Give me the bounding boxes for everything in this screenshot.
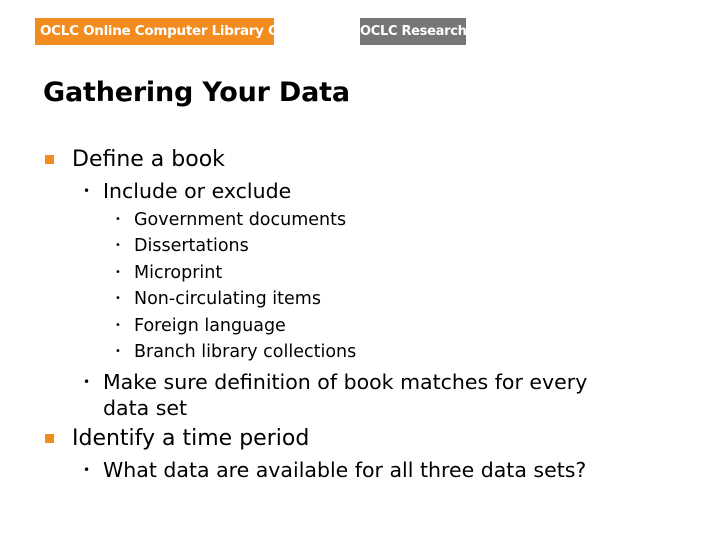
dot-bullet-icon: •	[115, 346, 121, 357]
bullet-branch-library: Branch library collections	[134, 342, 357, 362]
square-bullet-icon	[45, 155, 54, 164]
bullet-make-sure-line1: Make sure definition of book matches for every	[103, 370, 588, 394]
bullet-make-sure-line2: data set	[103, 396, 188, 420]
dot-bullet-icon: •	[115, 214, 121, 225]
dot-bullet-icon: •	[115, 320, 121, 331]
dot-bullet-icon: •	[83, 184, 91, 198]
bullet-define-book: Define a book	[72, 147, 225, 172]
bullet-foreign-language: Foreign language	[134, 316, 286, 336]
square-bullet-icon	[45, 434, 54, 443]
dot-bullet-icon: •	[115, 293, 121, 304]
bullet-dissertations: Dissertations	[134, 236, 249, 256]
bullet-government-documents: Government documents	[134, 210, 347, 230]
bullet-microprint: Microprint	[134, 263, 223, 283]
dot-bullet-icon: •	[83, 463, 91, 477]
dot-bullet-icon: •	[115, 240, 121, 251]
dot-bullet-icon: •	[115, 267, 121, 278]
bullet-include-exclude: Include or exclude	[103, 179, 292, 203]
bullet-what-data-available: What data are available for all three data sets?	[103, 458, 587, 482]
slide-title: Gathering Your Data	[43, 77, 350, 108]
dot-bullet-icon: •	[83, 375, 91, 389]
oclc-research-banner: OCLC Research	[360, 18, 466, 45]
bullet-identify-time-period: Identify a time period	[72, 426, 310, 451]
bullet-non-circulating: Non-circulating items	[134, 289, 321, 309]
oclc-org-banner: OCLC Online Computer Library Center	[35, 18, 274, 45]
